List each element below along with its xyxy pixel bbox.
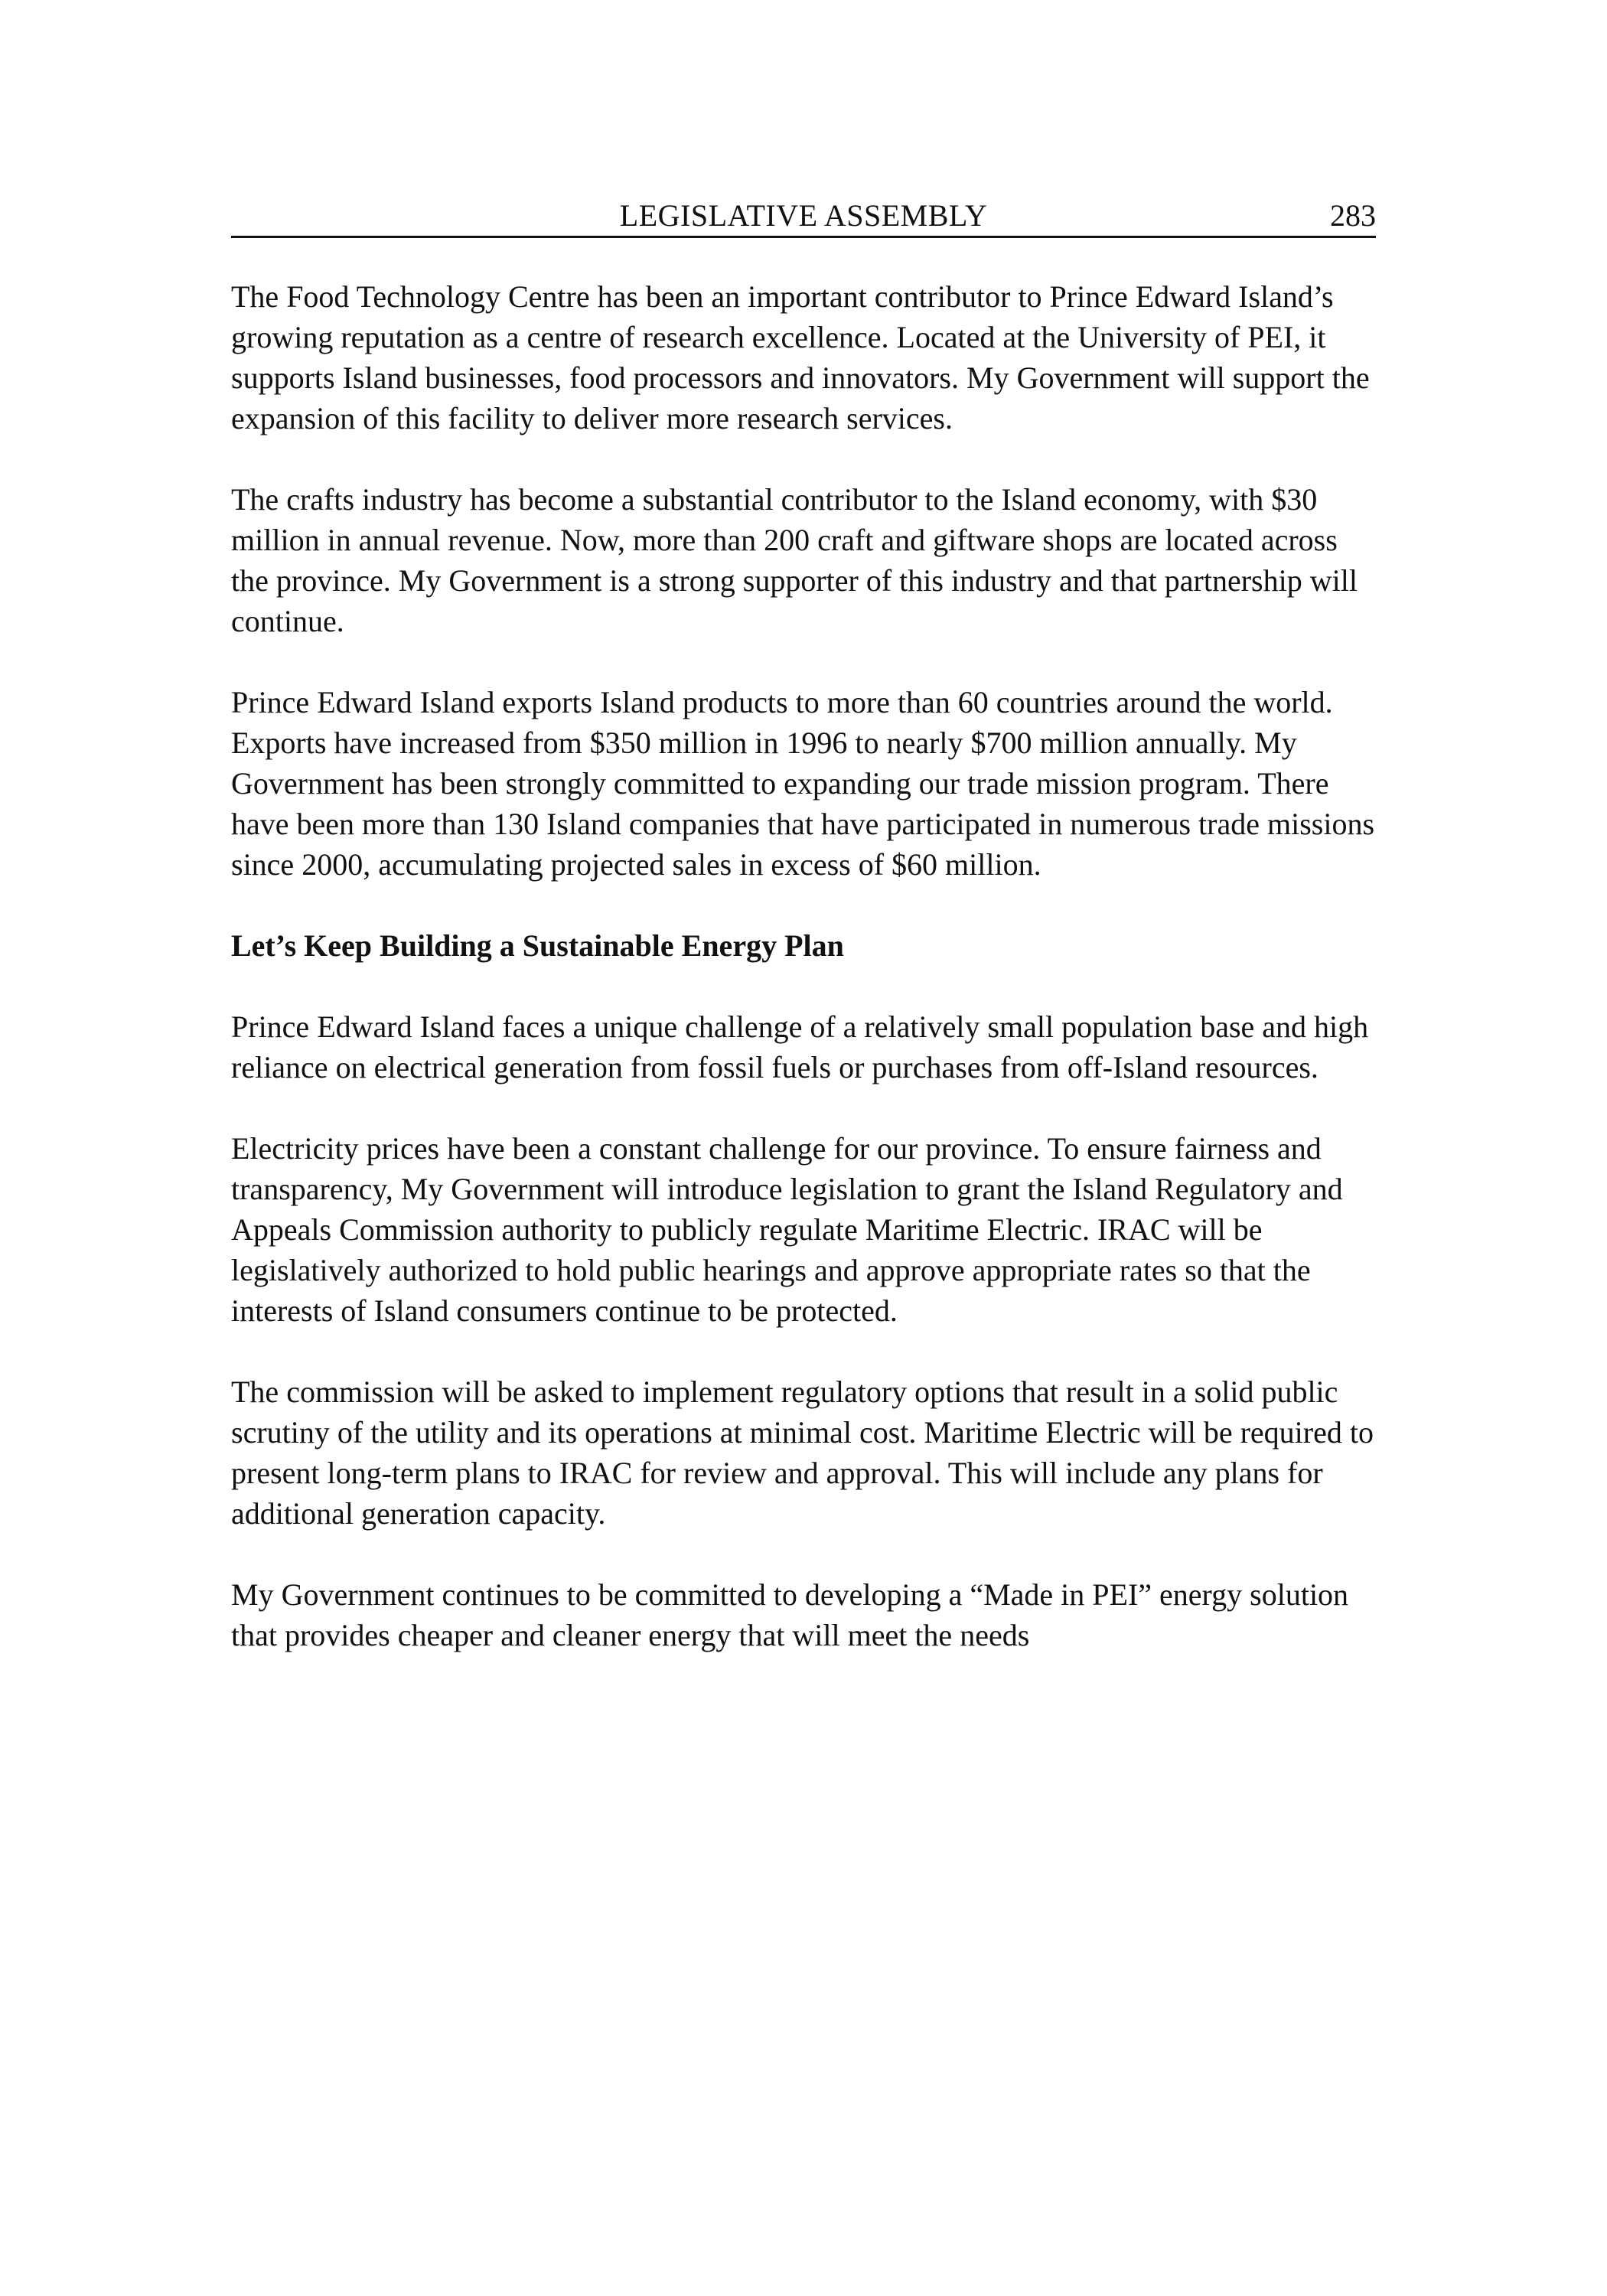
paragraph-exports: Prince Edward Island exports Island products to more than 60 countries around the world. Exports have increased from $350 million in 1996 to nearly $700 million annually. My Government has been strongly committed to expanding our trade mission program. There have been more than 130 Island companies that have participated in numerous trade missions since 2000, accumulating projected sales in excess of $60 million. [231,685,1375,882]
document-page [231,196,1376,1696]
header-title: LEGISLATIVE ASSEMBLY [619,198,988,233]
paragraph-crafts-industry: The crafts industry has become a substantial contributor to the Island economy, with $30 million in annual revenue. Now, more than 200 craft and giftware shops are located across the province. My Government is a strong supporter of this industry and that partnership will continue. [231,482,1358,638]
paragraph-energy-challenge: Prince Edward Island faces a unique challenge of a relatively small population base and high reliance on electrical generation from fossil fuels or purchases from off-Island resources. [231,1009,1369,1084]
paragraph-electricity-prices: Electricity prices have been a constant challenge for our province. To ensure fairness and transparency, My Government will introduce legislation to grant the Island Regulatory and Appeals Commission authority to publicly regulate Maritime Electric. IRAC will be legislatively authorized to hold public hearings and approve appropriate rates so that the interests of Island consumers continue to be protected. [231,1131,1343,1328]
paragraph-food-technology: The Food Technology Centre has been an important contributor to Prince Edward Island’s growing reputation as a centre of research excellence. Located at the University of PEI, it supports Island businesses, food processors and innovators. My Government will support the expansion of this facility to deliver more research services. [231,279,1370,435]
paragraph-commission: The commission will be asked to implement regulatory options that result in a solid public scrutiny of the utility and its operations at minimal cost. Maritime Electric will be required to present long-term plans to IRAC for review and approval. This will include any plans for additional generation capacity. [231,1375,1374,1531]
section-heading-energy-plan: Let’s Keep Building a Sustainable Energy Plan [231,928,844,963]
paragraph-made-in-pei: My Government continues to be committed to developing a “Made in PEI” energy solution that provides cheaper and cleaner energy that will meet the needs [231,1577,1349,1652]
page-number: 283 [1330,198,1376,233]
running-header [231,196,1376,238]
body-text [231,276,1376,1655]
